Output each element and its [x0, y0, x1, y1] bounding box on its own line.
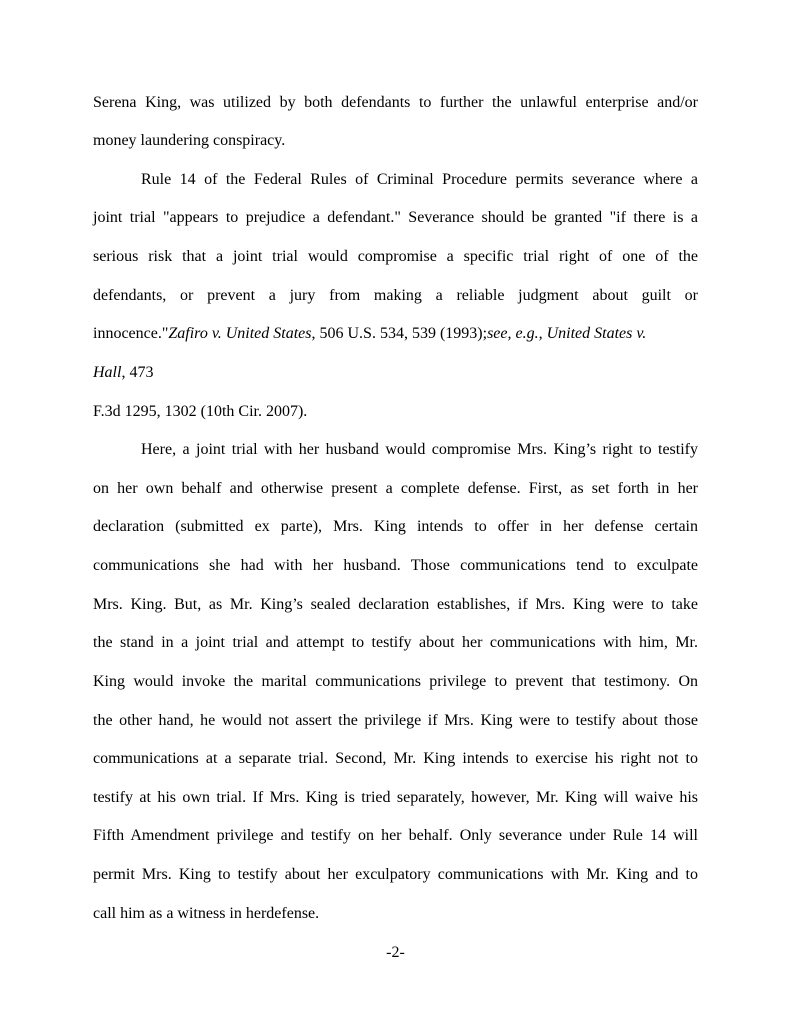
- text-line: permit Mrs. King to testify about her exculpatory communications with Mr. King and to: [93, 866, 698, 883]
- text-line: joint trial "appears to prejudice a defendant." Severance should be granted "if there is a: [93, 209, 698, 226]
- case-name: Hall: [93, 364, 122, 381]
- text-line: the stand in a joint trial and attempt to testify about her communications with him, Mr.: [93, 634, 698, 651]
- text-line: Here, a joint trial with her husband would compromise Mrs. King’s right to testify: [141, 441, 698, 458]
- citation-text: innocence.": [93, 325, 169, 342]
- citation-line: [93, 363, 698, 383]
- text-line: declaration (submitted ex parte), Mrs. King intends to offer in her defense certain: [93, 518, 698, 535]
- text-line: Mrs. King. But, as Mr. King’s sealed declaration establishes, if Mrs. King were to take: [93, 596, 698, 613]
- citation-text: , 506 U.S. 534, 539 (1993);: [311, 325, 488, 342]
- text-line: communications at a separate trial. Second, Mr. King intends to exercise his right not to: [93, 750, 698, 767]
- citation-text: , 473: [121, 364, 154, 381]
- case-name: Zafiro v. United States: [168, 325, 312, 342]
- text-line: on her own behalf and otherwise present a complete defense. First, as set forth in her: [93, 480, 698, 497]
- text-line: testify at his own trial. If Mrs. King is tried separately, however, Mr. King will waive his: [93, 789, 698, 806]
- citation-signal: see, e.g., United States v.: [487, 325, 647, 342]
- text-line: King would invoke the marital communications privilege to prevent that testimony. On: [93, 673, 698, 690]
- text-line: defendants, or prevent a jury from making a reliable judgment about guilt or: [93, 287, 698, 304]
- citation-line: [93, 324, 697, 344]
- text-line: the other hand, he would not assert the privilege if Mrs. King were to testify about those: [93, 712, 698, 729]
- page-number: -2-: [386, 944, 405, 961]
- text-line: Rule 14 of the Federal Rules of Criminal Procedure permits severance where a: [141, 171, 698, 188]
- text-line: Serena King, was utilized by both defendants to further the unlawful enterprise and/or: [93, 94, 698, 111]
- text-line: communications she had with her husband. Those communications tend to exculpate: [93, 557, 698, 574]
- text-line: money laundering conspiracy.: [93, 132, 286, 149]
- text-line: F.3d 1295, 1302 (10th Cir. 2007).: [93, 403, 308, 420]
- text-line: call him as a witness in herdefense.: [93, 905, 320, 922]
- text-line: serious risk that a joint trial would compromise a specific trial right of one of the: [93, 248, 698, 265]
- text-line: Fifth Amendment privilege and testify on her behalf. Only severance under Rule 14 will: [93, 827, 698, 844]
